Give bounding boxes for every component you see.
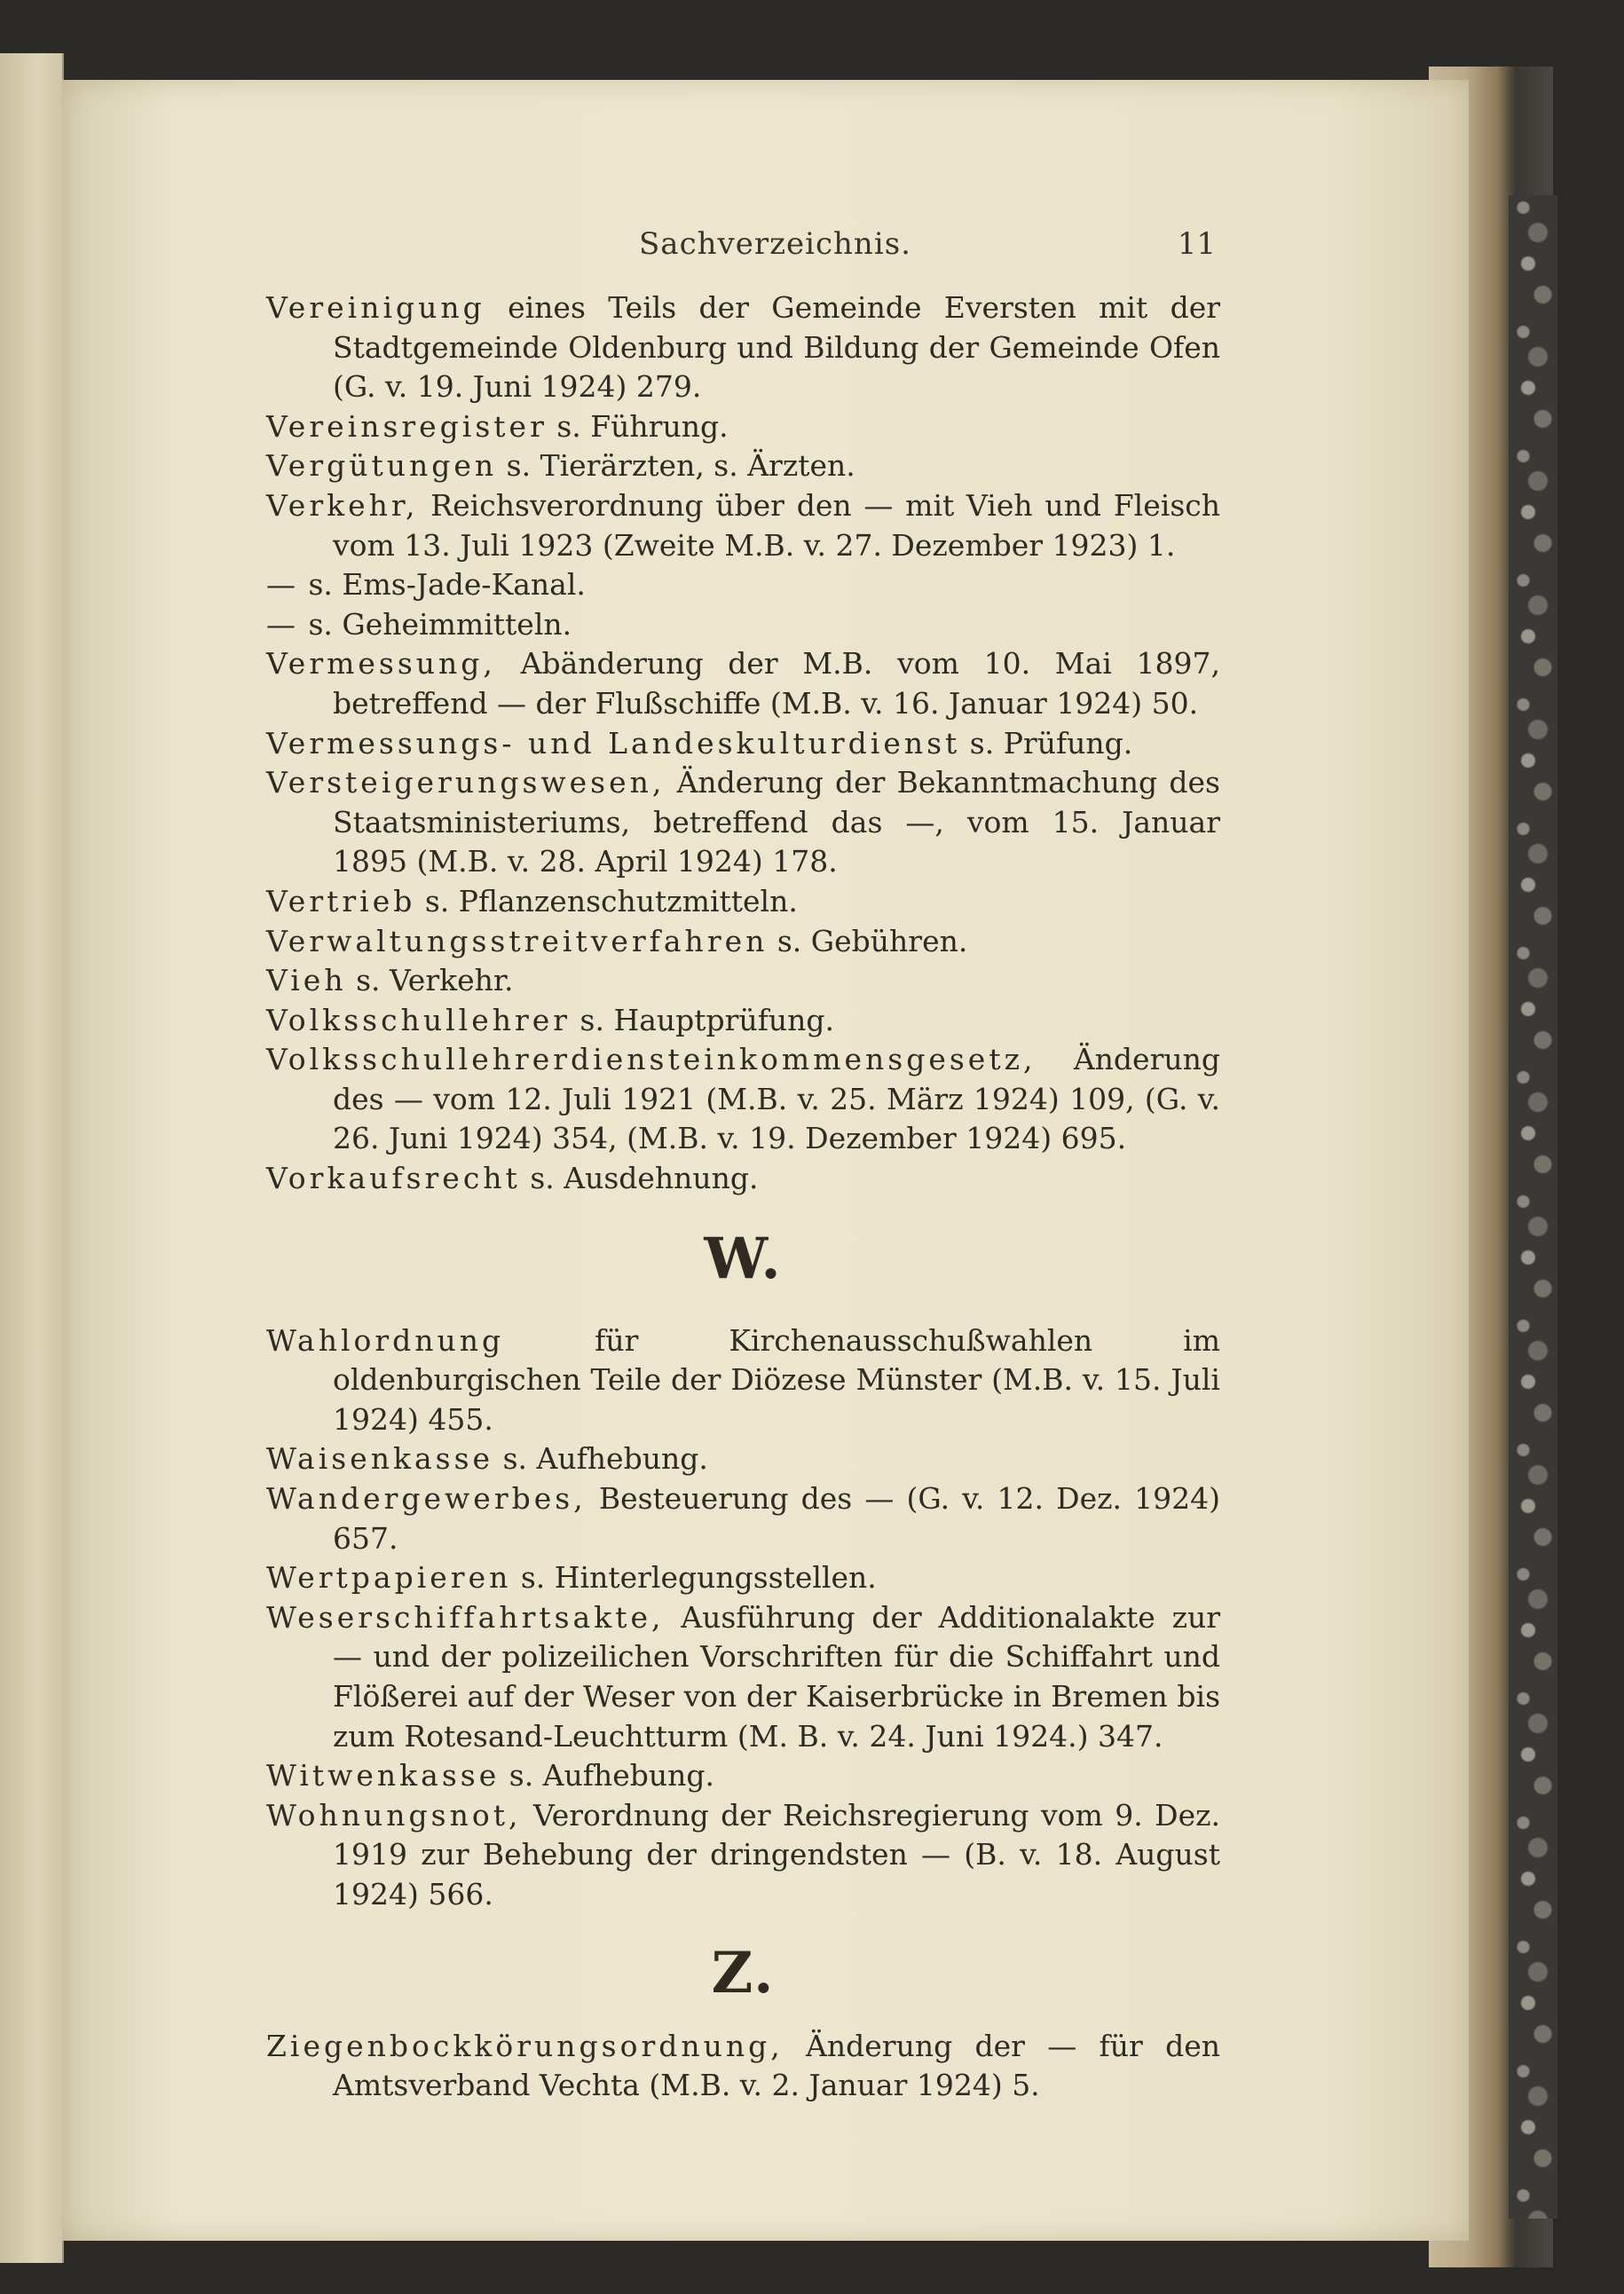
entry-keyword: Ziegenbockkörungsordnung,	[266, 2028, 784, 2063]
index-entry	[266, 1756, 1220, 1796]
entry-text: Änderung der Bekanntmachung des Staatsministeriums, betreffend das —, vom 15. Januar 1895 (M.B. v. 28. April 1924) 178.	[333, 765, 1220, 879]
index-content	[266, 288, 1220, 2106]
index-entry	[266, 565, 1220, 605]
entry-text: s. Hinterlegungsstellen.	[511, 1560, 877, 1596]
entry-keyword: Vermessungs- und Landeskulturdienst	[266, 725, 961, 761]
entry-keyword: Volksschullehrerdiensteinkommensgesetz,	[266, 1042, 1037, 1077]
entry-keyword: Wohnungsnot,	[266, 1797, 522, 1833]
index-entry	[266, 288, 1220, 407]
index-entry	[266, 763, 1220, 882]
entry-text: Verordnung der Reichsregierung vom 9. Dez. 1919 zur Behebung der dringendsten — (B. v. 18. August 1924) 566.	[333, 1797, 1220, 1912]
entry-text: s. Ems-Jade-Kanal.	[299, 567, 586, 603]
index-entry	[266, 1040, 1220, 1159]
entry-text: Besteuerung des — (G. v. 12. Dez. 1924) 657.	[333, 1481, 1220, 1556]
entry-text: s. Ausdehnung.	[520, 1161, 759, 1196]
index-entry	[266, 486, 1220, 565]
index-entry	[266, 724, 1220, 764]
index-entry	[266, 922, 1220, 962]
entry-text: Reichsverordnung über den — mit Vieh und Fleisch vom 13. Juli 1923 (Zweite M.B. v. 27. Dezember 1923) 1.	[333, 487, 1220, 563]
section-heading-w: W.	[704, 1225, 783, 1292]
entry-text: s. Pflanzenschutzmitteln.	[415, 883, 798, 918]
entry-text: s. Prüfung.	[960, 725, 1133, 761]
entry-keyword: Waisenkasse	[266, 1441, 494, 1477]
index-entry	[266, 1479, 1220, 1558]
entry-text: s. Geheimmitteln.	[299, 606, 572, 642]
entry-keyword: Witwenkasse	[266, 1758, 501, 1793]
entry-keyword: Vorkaufsrecht	[266, 1161, 521, 1196]
entry-text: Ausführung der Additionalakte zur — und der polizeilichen Vorschriften für die Schiffahrt und Flößerei auf der Weser von der Kaiserbrücke in Bremen bis zum Rotesand-Leuchtturm (M. B. v. 24. Juni 1924.) 347.	[333, 1599, 1220, 1754]
entry-text: s. Aufhebung.	[500, 1758, 714, 1793]
entry-keyword: Versteigerungswesen,	[266, 765, 666, 800]
index-entry	[266, 1439, 1220, 1479]
entry-keyword: Volksschullehrer	[266, 1002, 572, 1037]
entry-keyword: —	[266, 606, 299, 642]
entry-keyword: Vereinsregister	[266, 408, 548, 444]
index-entry	[266, 1001, 1220, 1041]
entry-text: s. Gebühren.	[768, 923, 968, 958]
entry-text: s. Verkehr.	[346, 963, 514, 998]
entry-keyword: Vieh	[266, 963, 347, 998]
index-entry	[266, 407, 1220, 447]
entry-keyword: Wertpapieren	[266, 1560, 512, 1596]
marbled-cover-edge	[1509, 195, 1557, 2219]
section-z	[266, 2027, 1220, 2106]
page-header	[266, 217, 1216, 271]
section-heading-z: Z.	[711, 1939, 776, 2006]
entry-text: s. Aufhebung.	[493, 1441, 708, 1477]
entry-text: Änderung des — vom 12. Juli 1921 (M.B. v. 25. März 1924) 109, (G. v. 26. Juni 1924) 354, (M.B. v. 19. Dezember 1924) 695.	[333, 1042, 1220, 1156]
section-w	[266, 1321, 1220, 1915]
index-entry	[266, 605, 1220, 645]
entry-text: für Kirchenausschußwahlen im oldenburgischen Teile der Diözese Münster (M.B. v. 15. Juli 1924) 455.	[333, 1322, 1220, 1437]
index-entry	[266, 644, 1220, 723]
entry-text: Abänderung der M.B. vom 10. Mai 1897, betreffend — der Flußschiffe (M.B. v. 16. Januar 1924) 50.	[333, 646, 1220, 721]
index-entry	[266, 961, 1220, 1001]
index-entry	[266, 1159, 1220, 1199]
entry-text: eines Teils der Gemeinde Eversten mit der Stadtgemeinde Oldenburg und Bildung der Gemeinde Ofen (G. v. 19. Juni 1924) 279.	[333, 290, 1220, 405]
page-number: 11	[1177, 226, 1216, 262]
entry-keyword: —	[266, 567, 299, 603]
index-entry	[266, 446, 1220, 486]
entry-text: Änderung der — für den Amtsverband Vechta (M.B. v. 2. Januar 1924) 5.	[333, 2028, 1220, 2103]
entry-keyword: Wahlordnung	[266, 1322, 505, 1358]
entry-text: s. Hauptprüfung.	[571, 1002, 835, 1037]
entry-keyword: Vertrieb	[266, 883, 416, 918]
entry-keyword: Weserschiffahrtsakte,	[266, 1599, 665, 1635]
page-title: Sachverzeichnis.	[639, 226, 911, 262]
section-v	[266, 288, 1220, 1199]
entry-keyword: Verwaltungsstreitverfahren	[266, 923, 769, 958]
index-entry	[266, 1598, 1220, 1756]
entry-text: s. Tierärzten, s. Ärzten.	[497, 448, 855, 484]
index-entry	[266, 1558, 1220, 1598]
entry-keyword: Vergütungen	[266, 448, 498, 484]
entry-keyword: Vermessung,	[266, 646, 496, 682]
entry-keyword: Wandergewerbes,	[266, 1481, 587, 1517]
index-entry	[266, 1796, 1220, 1915]
entry-text: s. Führung.	[547, 408, 729, 444]
left-page-edge	[0, 53, 64, 2263]
index-entry	[266, 882, 1220, 922]
entry-keyword: Verkehr,	[266, 487, 419, 523]
entry-keyword: Vereinigung	[266, 290, 485, 325]
index-entry	[266, 2027, 1220, 2106]
index-entry	[266, 1321, 1220, 1440]
